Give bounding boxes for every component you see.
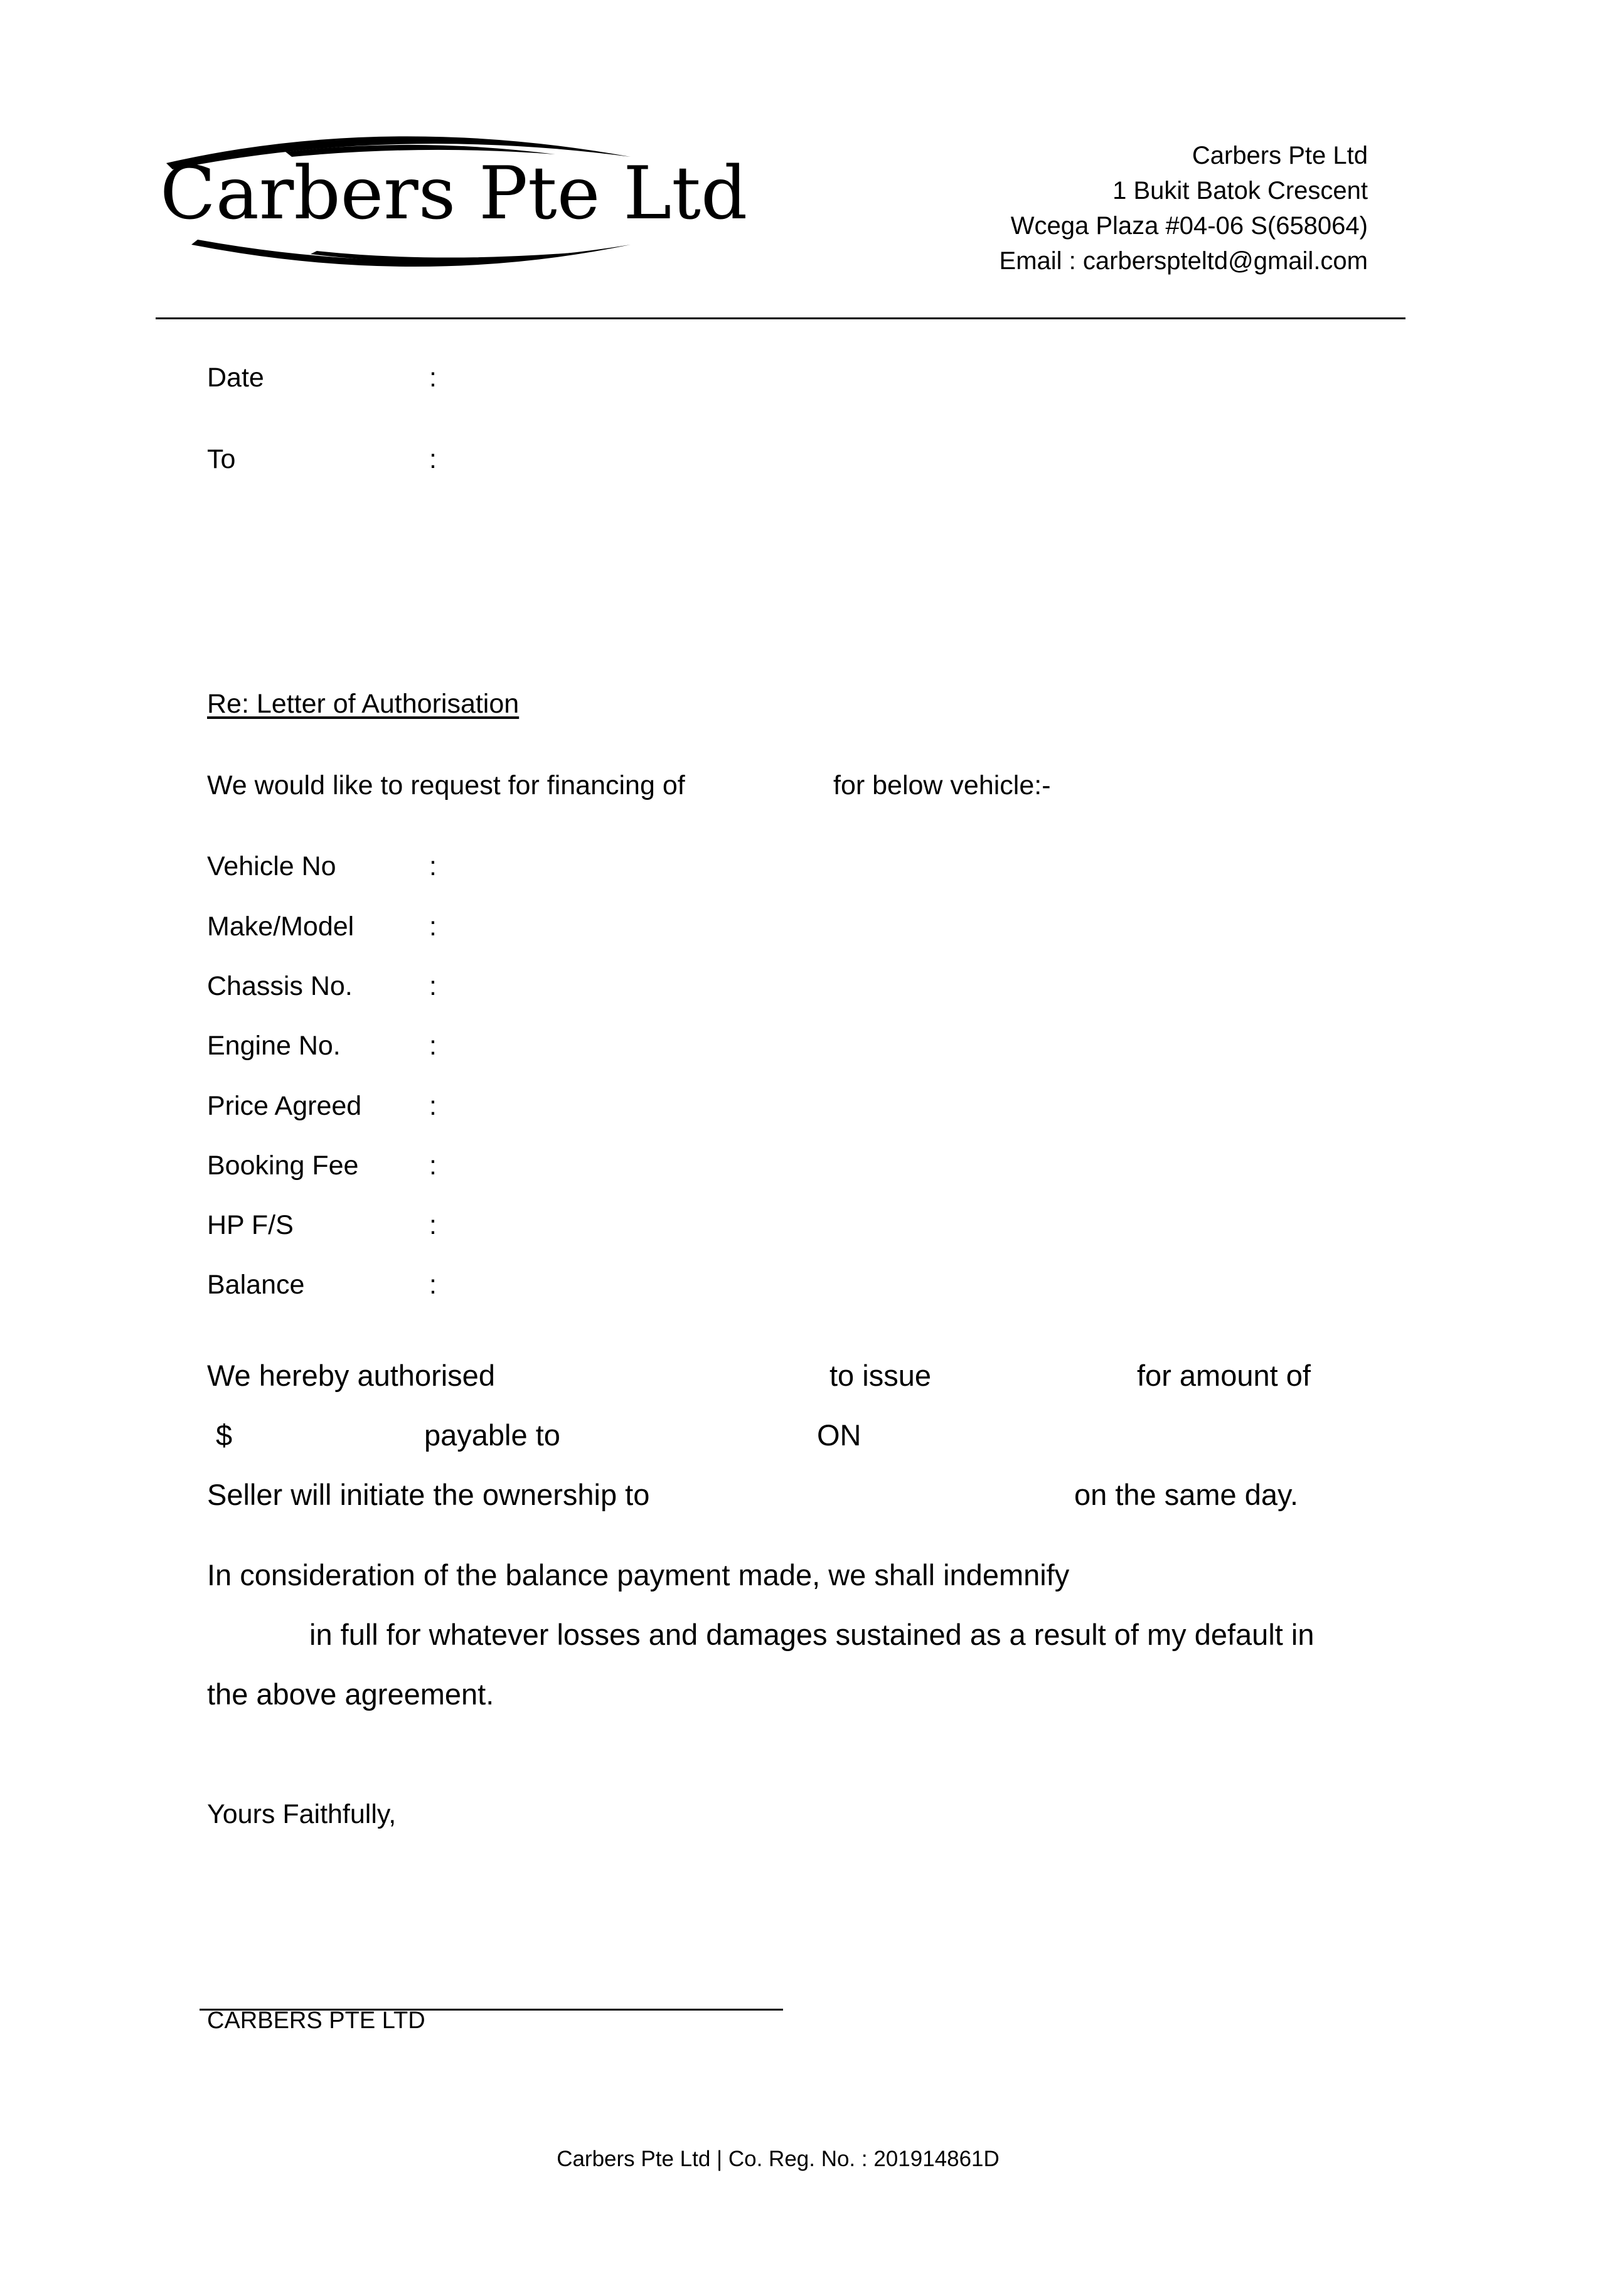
request-text-start: We would like to request for financing of: [207, 770, 685, 800]
indemnity-line-1: In consideration of the balance payment made, we shall indemnify: [207, 1558, 1070, 1592]
address-line-1: 1 Bukit Batok Crescent: [1112, 177, 1368, 205]
make-model-colon: :: [429, 911, 437, 942]
booking-fee-colon: :: [429, 1151, 437, 1181]
header-divider: [156, 317, 1405, 319]
logo-text: Carbers Pte Ltd: [160, 151, 748, 236]
letter-subject: Re: Letter of Authorisation: [207, 689, 520, 719]
same-day-text: on the same day.: [1074, 1478, 1299, 1511]
price-agreed-label: Price Agreed: [207, 1091, 362, 1121]
ownership-text: Seller will initiate the ownership to: [207, 1478, 650, 1511]
vehicle-no-colon: :: [429, 851, 437, 881]
date-label: Date: [207, 363, 264, 393]
indemnity-line-3: the above agreement.: [207, 1677, 494, 1711]
balance-label: Balance: [207, 1270, 305, 1300]
vehicle-no-label: Vehicle No: [207, 851, 336, 881]
chassis-no-colon: :: [429, 971, 437, 1001]
make-model-label: Make/Model: [207, 911, 355, 942]
authorised-text: We hereby authorised: [207, 1359, 495, 1392]
signatory-name: CARBERS PTE LTD: [207, 2007, 425, 2034]
indemnity-line-2: in full for whatever losses and damages sustained as a result of my default in: [309, 1618, 1315, 1651]
chassis-no-label: Chassis No.: [207, 971, 353, 1001]
to-issue-text: to issue: [829, 1359, 931, 1392]
date-colon: :: [429, 363, 437, 393]
payable-to-text: payable to: [424, 1418, 560, 1452]
currency-symbol: $: [216, 1418, 233, 1452]
company-logo: [154, 119, 748, 282]
request-text-end: for below vehicle:-: [833, 770, 1051, 800]
hp-fs-colon: :: [429, 1210, 437, 1240]
company-name: Carbers Pte Ltd: [1192, 142, 1368, 169]
closing-salutation: Yours Faithfully,: [207, 1799, 397, 1829]
amount-of-text: for amount of: [1137, 1359, 1311, 1392]
on-text: ON: [817, 1418, 861, 1452]
price-agreed-colon: :: [429, 1091, 437, 1121]
address-line-2: Wcega Plaza #04-06 S(658064): [1010, 212, 1368, 240]
company-email: Email : carberspteltd@gmail.com: [999, 247, 1368, 275]
page-footer: Carbers Pte Ltd | Co. Reg. No. : 201914861D: [557, 2147, 1000, 2171]
to-colon: :: [429, 444, 437, 474]
to-label: To: [207, 444, 236, 474]
booking-fee-label: Booking Fee: [207, 1151, 359, 1181]
company-address-block: [1000, 138, 1368, 279]
balance-colon: :: [429, 1270, 437, 1300]
engine-no-colon: :: [429, 1031, 437, 1061]
engine-no-label: Engine No.: [207, 1031, 341, 1061]
hp-fs-label: HP F/S: [207, 1210, 294, 1240]
logo-swoosh-graphic: [154, 119, 748, 282]
